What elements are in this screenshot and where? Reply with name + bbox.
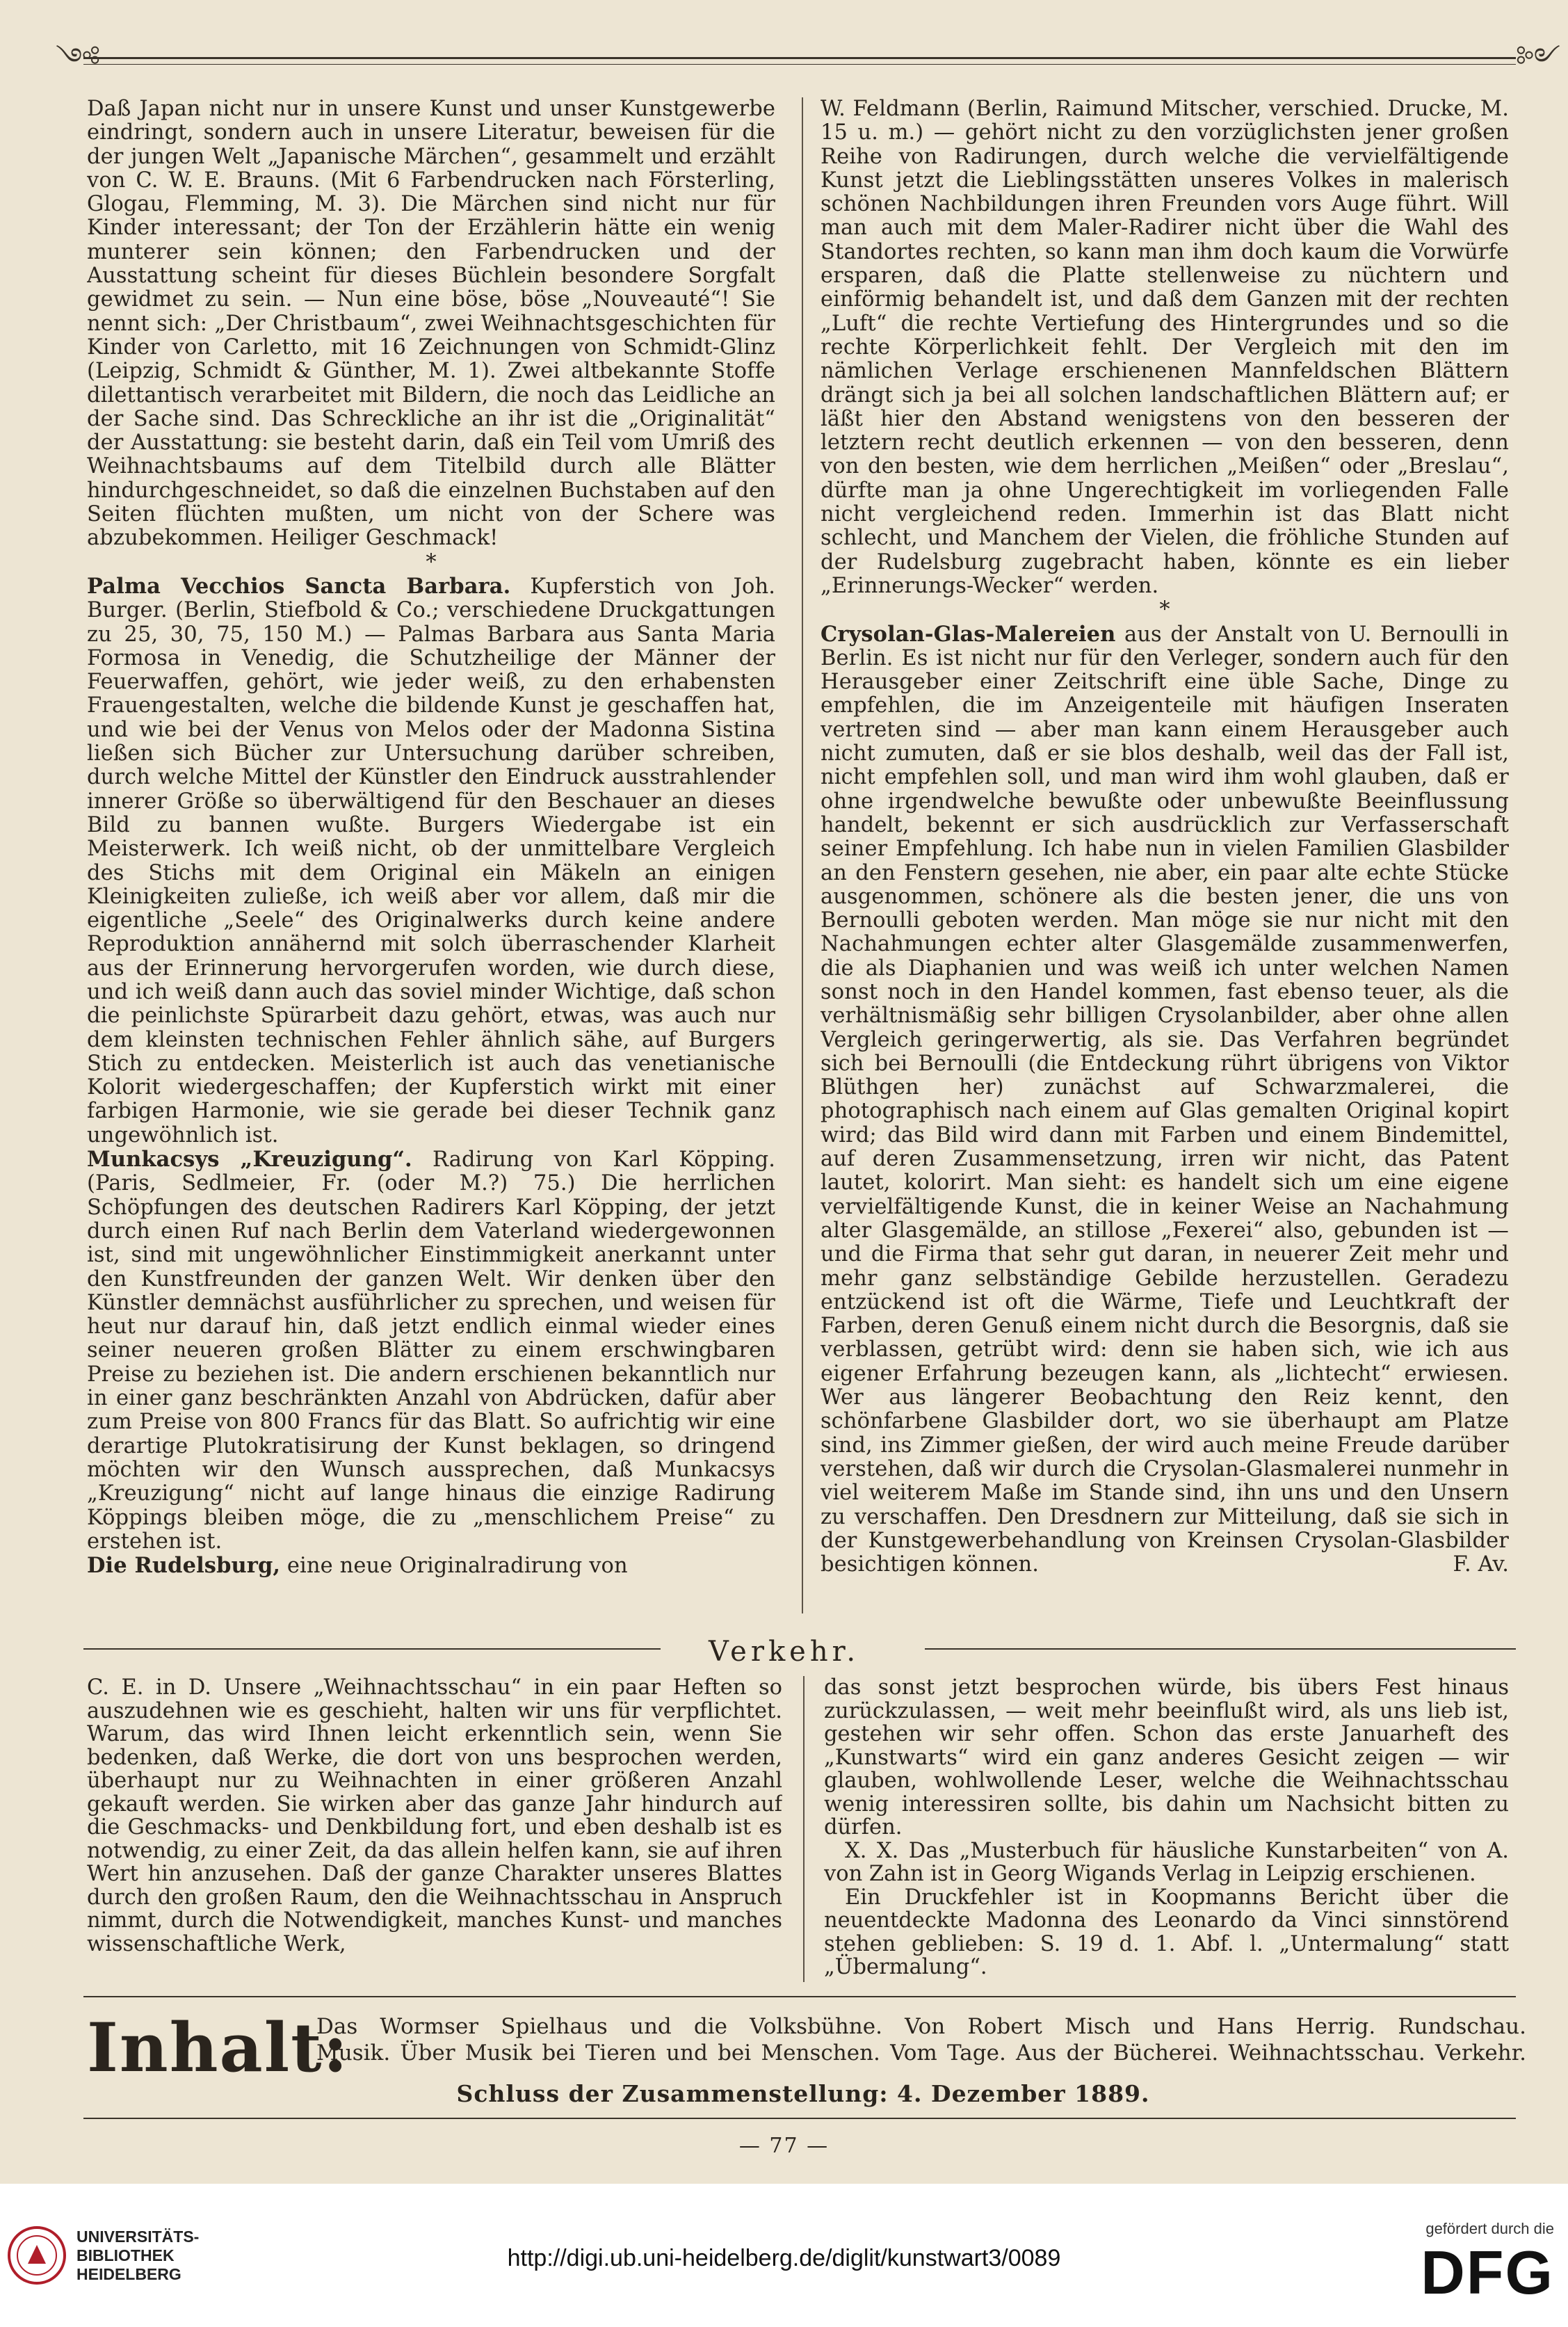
article-paragraph: [87, 97, 775, 551]
inhalt-entries: [316, 2013, 1526, 2066]
section-divider-star: *: [426, 549, 437, 574]
article-heading: Munkacsys „Kreuzigung“.: [87, 1147, 412, 1173]
verkehr-text: X. X. Das „Musterbuch für häusliche Kunstarbeiten“ von A. von Zahn ist in Georg Wigands Verlag in Leipzig erschienen.: [824, 1838, 1509, 1886]
page-url-link[interactable]: http://digi.ub.uni-heidelberg.de/diglit/kunstwart3/0089: [507, 2245, 1061, 2271]
article-paragraph: [87, 1148, 775, 1554]
article-paragraph: [821, 97, 1509, 598]
article-heading: Crysolan-Glas-Malereien: [821, 621, 1116, 647]
verkehr-right-column: [824, 1676, 1509, 1982]
inhalt-line: Das Wormser Spielhaus und die Volksbühne. Von Robert Misch und Hans Herrig. Rundschau.: [316, 2014, 1526, 2039]
dfg-logo: DFG: [1421, 2238, 1554, 2307]
ornament-left: ༺: [56, 42, 100, 74]
verkehr-text: Ein Druckfehler ist in Koopmanns Bericht über die neuentdeckte Madonna des Leonardo da Vinci sinnstörend stehen geblieben: S. 19 d. 1. Abf. l. „Untermalung“ statt „Übermalung“.: [824, 1885, 1509, 1979]
closing-date: Schluss der Zusammenstellung: 4. Dezember 1889.: [456, 2080, 1150, 2107]
verkehr-left-column: [87, 1676, 782, 1982]
inhalt-label: Inhalt:: [87, 2008, 349, 2087]
article-heading: Palma Vecchios Sancta Barbara.: [87, 573, 511, 599]
article-paragraph: [821, 622, 1509, 1577]
article-text: eine neue Originalradirung von: [286, 1554, 628, 1579]
author-signature: F. Av.: [1453, 1552, 1509, 1577]
university-name: UNIVERSITÄTS- BIBLIOTHEK HEIDELBERG: [76, 2228, 200, 2283]
viewer-footer: [0, 2184, 1568, 2327]
verkehr-column-divider: [803, 1676, 805, 1982]
article-text: Radirung von Karl Köpping. (Paris, Sedlmeier, Fr. (oder M.?) 75.) Die herrlichen Schöpfungen des deutschen Radirers Karl Köpping, der jetzt durch einen Ruf nach Berlin dem Vaterland wiedergewonnen ist, sind mit ungewöhnlicher Einstimmigkeit anerkannt unter den Kunstfreunden der ganzen Welt. Wir denken über den Künstler demnächst ausführlicher zu sprechen, und weisen für heut nur darauf hin, daß jetzt endlich einmal wieder eines seiner neueren großen Blätter zu einem erschwingbaren Preise zu beziehen ist. Die andern erschienen bekanntlich nur in einer ganz beschränkten Anzahl von Abdrücken, dafür aber zum Preise von 800 Francs für das Blatt. So aufrichtig wir eine derartige Plutokratisirung der Kunst beklagen, so dringend möchten wir den Wunsch aussprechen, daß Munkacsys „Kreuzigung“ nicht auf lange hinaus die einzige Radirung Köppings bleiben möge, die zu „menschlichem Preise“ zu erstehen ist.: [87, 1148, 775, 1554]
inhalt-line: Musik. Über Musik bei Tieren und bei Menschen. Vom Tage. Aus der Bücherei. Weihnachtsschau. Verkehr.: [316, 2040, 1526, 2066]
verkehr-text: das sonst jetzt besprochen würde, bis übers Fest hinaus zurückzulassen, — weit mehr beeinflußt wird, als uns lieb ist, gestehen wir sehr offen. Schon das erste Januarheft des „Kunstwarts“ wird ein ganz anderes Gesicht zeigen — wir glauben, wohlwollende Leser, welche die Weihnachtsschau wenig interessiren sollte, bis dahin um Nachsicht bitten zu dürfen.: [824, 1676, 1509, 1839]
top-ornament-rule: [83, 57, 1516, 59]
article-heading: Die Rudelsburg,: [87, 1553, 281, 1579]
top-ornament-rule-thin: [83, 64, 1516, 65]
article-text: Daß Japan nicht nur in unsere Kunst und unser Kunstgewerbe eindringt, sondern auch in unsere Literatur, beweisen für die der jungen Welt „Japanische Märchen“, gesammelt und erzählt von C. W. E. Brauns. (Mit 6 Farbendrucken nach Försterling, Glogau, Flemming, M. 3). Die Märchen sind nicht nur für Kinder interessant; der Ton der Erzählerin hätte ein wenig munterer sein können; den Farbendrucken und der Ausstattung scheint für dieses Büchlein besondere Sorgfalt gewidmet zu sein. — Nun eine böse, böse „Nouveauté“! Sie nennt sich: „Der Christbaum“, zwei Weihnachtsgeschichten für Kinder von Carletto, mit 16 Zeichnungen von Schmidt-Glinz (Leipzig, Schmidt & Günther, M. 1). Zwei altbekannte Stoffe dilettantisch verarbeitet mit Bildern, die noch das Leidliche an der Sache sind. Das Schreckliche an ihr ist die „Originalität“ der Ausstattung: sie besteht darin, daß ein Teil vom Umriß des Weihnachtsbaums auf dem Titelbild durch alle Blätter hindurchgeschneidet, so daß die einzelnen Buchstaben auf den Seiten flüchten mußten, um nicht von der Schere was abzubekommen. Heiliger Geschmack!: [87, 97, 775, 551]
article-paragraph: [87, 1554, 775, 1578]
verkehr-text: C. E. in D. Unsere „Weihnachtsschau“ in ein paar Heften so auszudehnen wie es geschieht, halten wir uns für verpflichtet. Warum, das wird Ihnen leicht erkenntlich sein, wenn Sie bedenken, daß Werke, die dort von uns besprochen werden, überhaupt nur zu Weihnachten in einer größeren Anzahl gekauft werden. Sie wirken aber das ganze Jahr hindurch auf die Geschmacks- und Denkbildung fort, und eben deshalb ist es notwendig, zu einer Zeit, da das allein helfen kann, sie auf ihren Wert hin anzusehen. Daß der ganze Charakter unseres Blattes durch den großen Raum, den die Weihnachtsschau in Anspruch nimmt, durch die Notwendigkeit, manches Kunst- und manches wissenschaftliche Werk,: [87, 1676, 782, 1956]
section-divider-star: *: [1159, 597, 1170, 622]
funding-note: gefördert durch die: [1425, 2220, 1554, 2237]
table-of-contents: [87, 2006, 1526, 2111]
article-text: aus der Anstalt von U. Bernoulli in Berlin. Es ist nicht nur für den Verleger, sondern auch für den Herausgeber einer Zeitschrift eine üble Sache, Dinge zu empfehlen, die im Anzeigenteile mit häufigen Inseraten vertreten sind — aber man kann einem Herausgeber auch nicht zumuten, daß er sie blos deshalb, weil das der Fall ist, nicht empfehlen soll, und man wird ihm wohl glauben, daß er ohne irgendwelche bewußte oder unbewußte Beeinflussung handelt, bekennt er sich ausdrücklich zur Verfasserschaft seiner Empfehlung. Ich habe nun in vielen Familien Glasbilder an den Fenstern gesehen, nie aber, ein paar alte echte Stücke ausgenommen, schönere als die besten jener, die uns von Bernoulli geboten werden. Man möge sie nur nicht mit den Nachahmungen echter alter Glasgemälde zusammenwerfen, die als Diaphanien und was weiß ich unter welchen Namen sonst noch in den Handel kommen, fast ebenso teuer, als die verhältnismäßig sehr billigen Crysolanbilder, aber ohne allen Vergleich geringerwertig, als sie. Das Verfahren begründet sich bei Bernoulli (die Entdeckung rührt übrigens von Viktor Blüthgen her) zunächst auf Schwarzmalerei, die photographisch nach einem auf Glas gemalten Original kopirt wird; das Bild wird dann mit Farben und einem Bindemittel, auf deren Zusammensetzung, irren wir nicht, das Patent lautet, kolorirt. Man sieht: es handelt sich um eine eigene vervielfältigende Kunst, die in keiner Weise an Nachahmung alter Glasgemälde, an stillose „Fexerei“ also, gebunden ist — und die Firma that sehr gut daran, in neuerer Zeit mehr und mehr ganz selbständige Gebilde herzustellen. Geradezu entzückend ist oft die Wärme, Tiefe und Leuchtkraft der Farben, deren Genuß einem nicht durch die Besorgnis, daß sie verblassen, getrübt wird: denn sie haben sich, wie ich aus eigener Erfahrung bezeugen kann, als „lichtecht“ erwiesen. Wer aus längerer Beobachtung den Reiz kennt, den schönfarbene Glasbilder dort, wo sie überhaupt am Platze sind, ins Zimmer gießen, der wird auch meine Freude darüber verstehen, daß wir durch die Crysolan-Glasmalerei nunmehr in viel weiterem Maße im Stande sind, ihn uns und den Unsern zu verschaffen. Den Dresdnern zur Mitteilung, daß sie sich in der Kunstgewerbehandlung von Kreinsen Crysolan-Glasbilder besichtigen können.: [821, 622, 1509, 1577]
column-divider: [802, 97, 803, 1613]
article-text: W. Feldmann (Berlin, Raimund Mitscher, verschied. Drucke, M. 15 u. m.) — gehört nicht zu den vorzüglichsten jener großen Reihe von Radirungen, durch welche die vervielfältigende Kunst jetzt die Lieblingsstätten unseres Volkes in malerisch schönen Nachbildungen ihren Freunden vors Auge führt. Will man auch mit dem Maler-Radirer nicht über die Wahl des Standortes rechten, so kann man ihm doch kaum die Vorwürfe ersparen, daß die Platte stellenweise zu nüchtern und einförmig behandelt ist, und daß dem Ganzen mit der rechten „Luft“ die rechte Vertiefung des Hintergrundes und so die rechte Körperlichkeit fehlt. Der Vergleich mit den im nämlichen Verlage erschienenen Mannfeldschen Blättern drängt sich ja bei all solchen landschaftlichen Blättern auf; er läßt hier den Abstand wenigstens von den besseren der letztern recht deutlich erkennen — von den besseren, denn von den besten, wie dem herrlichen „Meißen“ oder „Breslau“, dürfte man ja ohne Ungerechtigkeit im vorliegenden Falle nicht vergleichend reden. Immerhin ist das Blatt nicht schlecht, und Manchem der Vielen, die fröhliche Stunden auf der Rudelsburg zugebracht haben, könnte es ein lieber „Erinnerungs-Wecker“ werden.: [821, 97, 1509, 598]
page-number: — 77 —: [738, 2134, 830, 2158]
section-title-verkehr: Verkehr.: [708, 1636, 860, 1668]
article-paragraph: [87, 574, 775, 1148]
article-text: Kupferstich von Joh. Burger. (Berlin, Stiefbold & Co.; verschiedene Druckgattungen zu 25, 30, 75, 150 M.) — Palmas Barbara aus Santa Maria Formosa in Venedig, die Schutzheilige der Männer der Feuerwaffen, gehört, wie jeder weiß, zu den erhabensten Frauengestalten, welche die bildende Kunst je geschaffen hat, und wie bei der Venus von Melos oder der Madonna Sistina ließen sich Bücher zur Untersuchung darüber schreiben, durch welche Mittel der Künstler den Eindruck ausstrahlender innerer Größe so überwältigend für den Beschauer an dieses Bild zu bannen wußte. Burgers Wiedergabe ist ein Meisterwerk. Ich weiß nicht, ob der unmittelbare Vergleich des Stichs mit dem Original ein Mäkeln an einigen Kleinigkeiten zuließe, ich weiß aber vor allem, daß mir die eigentliche „Seele“ des Originalwerks durch keine andere Reproduktion annähernd mit solch überraschender Klarheit aus der Erinnerung hervorgerufen worden, wie durch diese, und ich weiß dann auch das soviel minder Wichtige, daß schon die peinlichste Spürarbeit dazu gehört, etwas, was auch nur dem kleinsten technischen Fehler ähnlich sähe, auf Burgers Stich zu entdecken. Meisterlich ist auch das venetianische Kolorit wiedergeschaffen; der Kupferstich wirkt mit einer farbigen Harmonie, wie sie gerade bei dieser Technik ganz ungewöhnlich ist.: [87, 574, 775, 1148]
bottom-rule: [83, 2118, 1516, 2119]
ornament-right: ༻: [1516, 42, 1560, 74]
inhalt-rule-top: [83, 1996, 1516, 1997]
